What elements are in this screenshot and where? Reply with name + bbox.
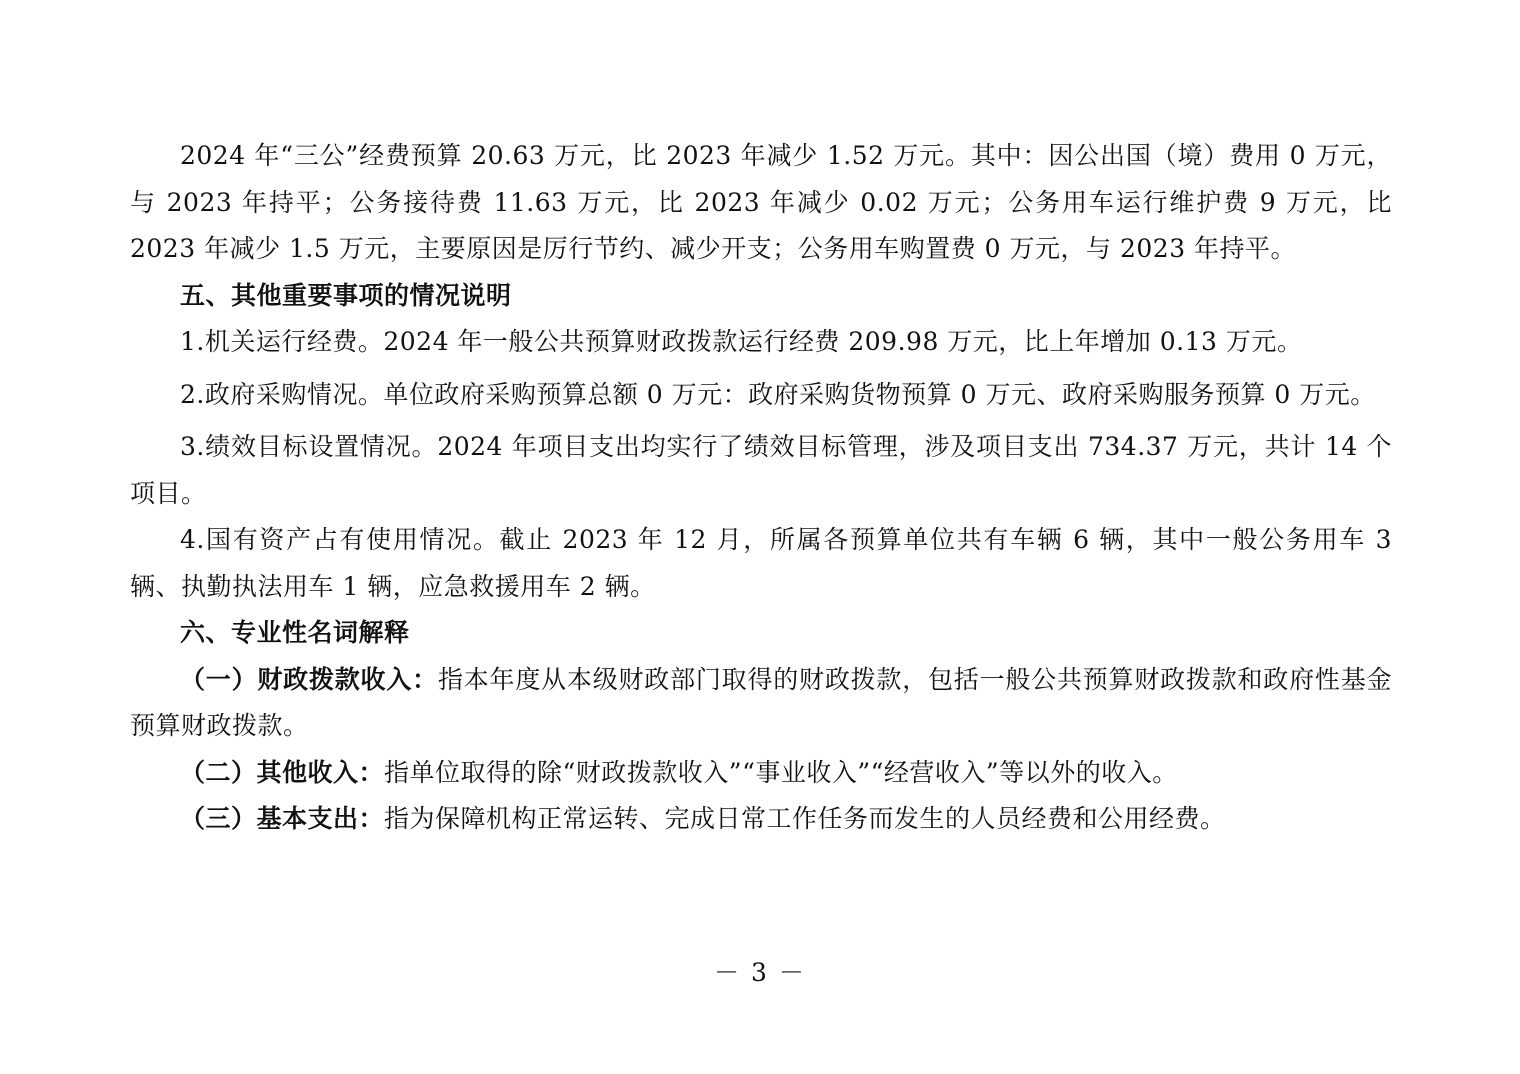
definition-text: 指单位取得的除“财政拨款收入”“事业收入”“经营收入”等以外的收入。	[384, 757, 1178, 787]
paragraph-sangong-budget: 2024 年“三公”经费预算 20.63 万元，比 2023 年减少 1.52 万元。其中：因公出国（境）费用 0 万元，与 2023 年持平；公务接待费 11.63 万元，比 2023 年减少 0.02 万元；公务用车运行维护费 9 万元，比 2023 年减少 1.5 万元，主要原因是厉行节约、减少开支；公务用车购置费 0 万元，与 2023 年持平。	[130, 141, 1392, 263]
definition-fiscal-appropriation-income	[130, 657, 1392, 750]
section-five-heading: 五、其他重要事项的情况说明	[180, 280, 512, 310]
definition-term: （一）财政拨款收入：	[180, 664, 438, 694]
item-government-procurement: 2.政府采购情况。单位政府采购预算总额 0 万元：政府采购货物预算 0 万元、政府采购服务预算 0 万元。	[180, 379, 1376, 409]
definition-term: （二）其他收入：	[180, 757, 385, 787]
section-six-heading: 六、专业性名词解释	[180, 618, 410, 647]
page-number: － 3 －	[714, 958, 806, 987]
definition-text: 指为保障机构正常运转、完成日常工作任务而发生的人员经费和公用经费。	[384, 804, 1226, 833]
document-body	[130, 133, 1392, 843]
definition-text: 指本年度从本级财政部门取得的财政拨款，包括一般公共预算财政拨款和政府性基金预算财政拨款。	[130, 664, 1392, 740]
definition-term: （三）基本支出：	[180, 804, 385, 833]
item-office-operating-expenses: 1.机关运行经费。2024 年一般公共预算财政拨款运行经费 209.98 万元，比上年增加 0.13 万元。	[180, 327, 1303, 356]
item-performance-targets: 3.绩效目标设置情况。2024 年项目支出均实行了绩效目标管理，涉及项目支出 734.37 万元，共计 14 个项目。	[130, 432, 1392, 508]
definition-basic-expenditure	[130, 796, 1392, 843]
definition-other-income	[130, 750, 1392, 797]
item-state-assets: 4.国有资产占有使用情况。截止 2023 年 12 月，所属各预算单位共有车辆 6 辆，其中一般公务用车 3 辆、执勤执法用车 1 辆，应急救援用车 2 辆。	[130, 525, 1392, 601]
